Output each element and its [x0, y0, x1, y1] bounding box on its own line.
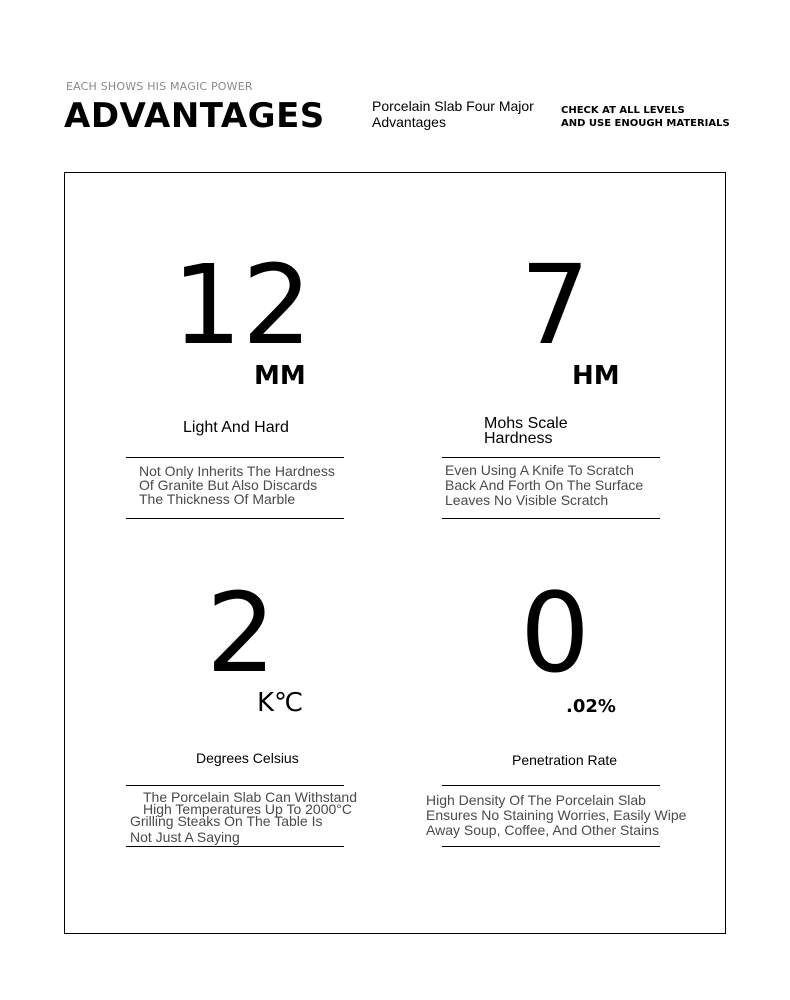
divider: [126, 846, 344, 847]
feature-description: [426, 793, 690, 838]
description-line: Leaves No Visible Scratch: [445, 492, 609, 508]
feature-unit: MM: [254, 361, 306, 391]
divider: [126, 457, 344, 458]
feature-description: [130, 791, 360, 843]
description-line: Even Using A Knife To Scratch: [445, 462, 634, 478]
description-line: Away Soup, Coffee, And Other Stains: [426, 822, 659, 838]
divider: [442, 457, 660, 458]
feature-label: Penetration Rate: [512, 752, 618, 768]
divider: [442, 518, 660, 519]
eyebrow-text: EACH SHOWS HIS MAGIC POWER: [66, 80, 253, 93]
description-line: Of Granite But Also Discards: [139, 477, 318, 493]
label-line: Mohs Scale: [484, 415, 568, 432]
tagline-line: AND USE ENOUGH MATERIALS: [561, 118, 730, 129]
divider: [126, 518, 344, 519]
feature-label: Light And Hard: [183, 419, 289, 436]
feature-label: Degrees Celsius: [196, 750, 299, 766]
tagline: [561, 104, 731, 130]
subtitle: Porcelain Slab Four Major Advantages: [372, 98, 534, 130]
feature-unit: K℃: [257, 688, 304, 718]
divider: [126, 785, 344, 786]
description-line: Not Only Inherits The Hardness: [139, 463, 335, 479]
description-line: The Thickness Of Marble: [139, 491, 296, 507]
feature-unit: HM: [572, 361, 620, 391]
feature-description: [139, 464, 349, 506]
feature-description: [445, 463, 665, 508]
feature-unit: .02%: [566, 696, 616, 717]
divider: [442, 785, 660, 786]
description-line: Ensures No Staining Worries, Easily Wipe: [426, 807, 687, 823]
feature-value: 2: [206, 569, 276, 697]
description-line: High Density Of The Porcelain Slab: [426, 792, 646, 808]
label-line: Hardness: [484, 430, 553, 447]
feature-value: 7: [520, 241, 590, 369]
description-line: Back And Forth On The Surface: [445, 477, 644, 493]
description-line: Grilling Steaks On The Table Is: [130, 813, 323, 829]
tagline-line: CHECK AT ALL LEVELS: [561, 105, 685, 116]
feature-value: 12: [172, 241, 312, 369]
feature-label: [484, 416, 568, 446]
description-line: High Temperatures Up To 2000°C: [143, 801, 352, 817]
feature-value: 0: [520, 569, 590, 697]
description-line: The Porcelain Slab Can Withstand: [143, 789, 357, 805]
divider: [442, 846, 660, 847]
page-title: ADVANTAGES: [64, 96, 325, 136]
description-line: Not Just A Saying: [130, 829, 240, 845]
